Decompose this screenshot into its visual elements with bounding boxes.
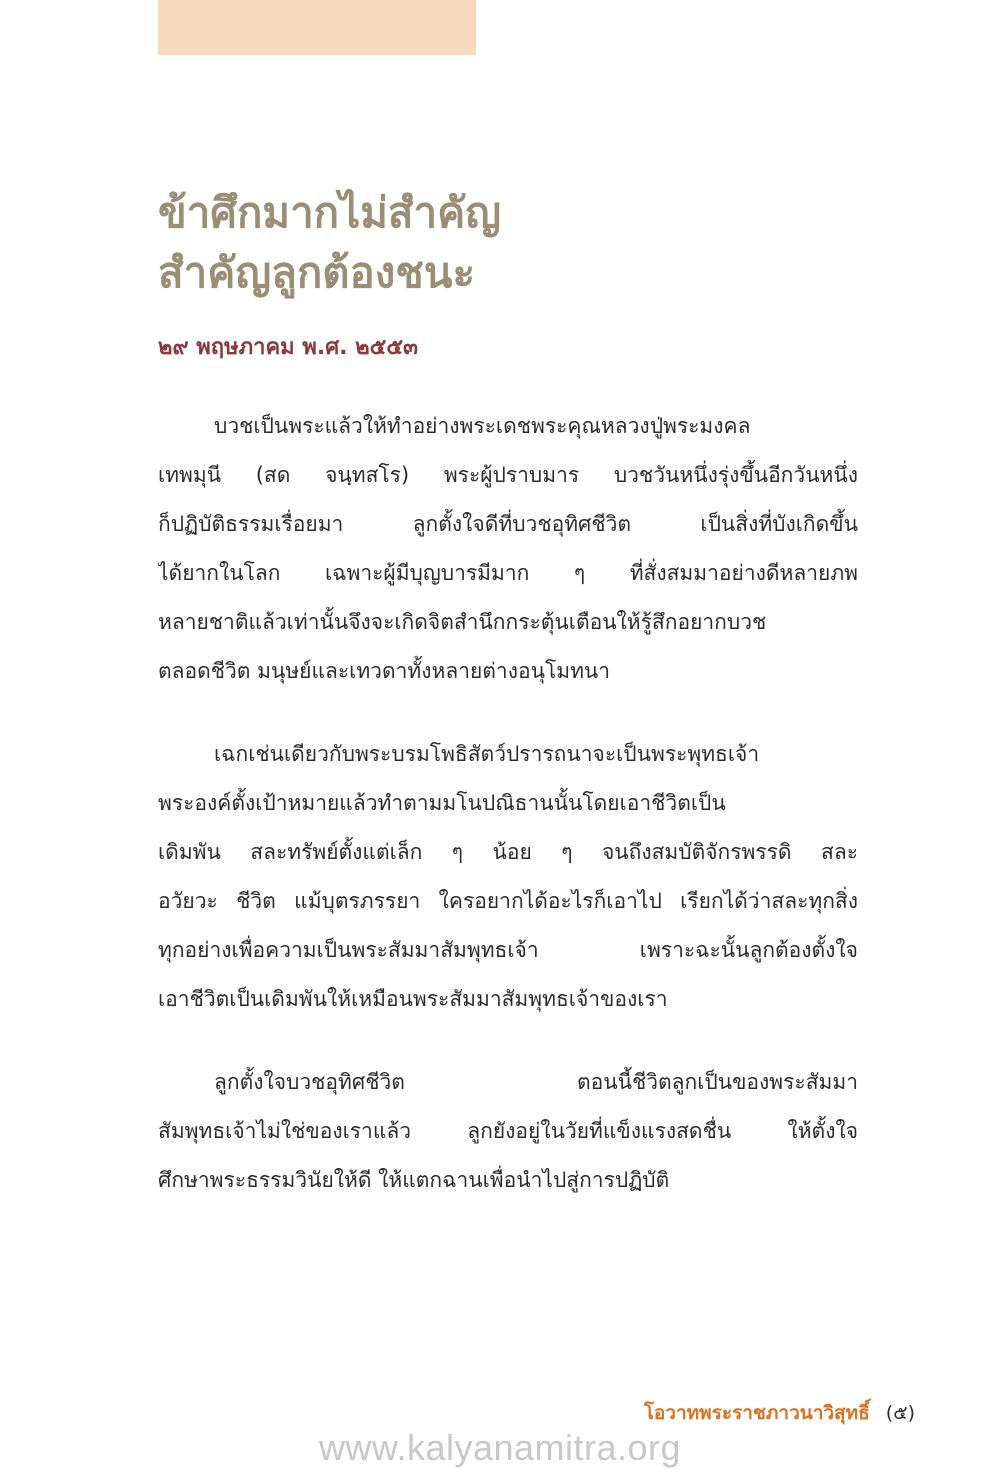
paragraph-line: เทพมุนี (สด จนฺทสโร) พระผู้ปราบมาร บวชวันหนึ่งรุ่งขึ้นอีกวันหนึ่ง [158, 463, 858, 487]
paragraph-line: บวชเป็นพระแล้วให้ทำอย่างพระเดชพระคุณหลวงปู่พระมงคล [214, 414, 751, 438]
body-text [158, 402, 858, 1239]
paragraph-line: หลายชาติแล้วเท่านั้นจึงจะเกิดจิตสำนึกกระตุ้นเตือนให้รู้สึกอยากบวช [158, 610, 767, 634]
paragraph-line: ลูกตั้งใจบวชอุทิศชีวิต ตอนนี้ชีวิตลูกเป็นของพระสัมมา [214, 1070, 858, 1094]
paragraph-2 [158, 730, 858, 1024]
paragraph-line: สัมพุทธเจ้าไม่ใช่ของเราแล้ว ลูกยังอยู่ในวัยที่แข็งแรงสดชื่น ให้ตั้งใจ [158, 1119, 858, 1143]
page-title [158, 183, 858, 303]
paragraph-line: พระองค์ตั้งเป้าหมายแล้วทำตามมโนปณิธานนั้นโดยเอาชีวิตเป็น [158, 791, 726, 815]
paragraph-1 [158, 402, 858, 696]
paragraph-line: ตลอดชีวิต มนุษย์และเทวดาทั้งหลายต่างอนุโมทนา [158, 659, 611, 683]
paragraph-line: อวัยวะ ชีวิต แม้บุตรภรรยา ใครอยากได้อะไรก็เอาไป เรียกได้ว่าสละทุกสิ่ง [158, 889, 858, 913]
title-line-2: สำคัญลูกต้องชนะ [158, 248, 476, 297]
page-number: (๕) [885, 1402, 915, 1424]
title-line-1: ข้าศึกมากไม่สำคัญ [158, 188, 501, 237]
date-heading: ๒๙ พฤษภาคม พ.ศ. ๒๕๕๓ [158, 335, 419, 360]
page-footer [644, 1396, 915, 1430]
watermark-url: www.kalyanamitra.org [318, 1427, 682, 1468]
paragraph-line: ก็ปฏิบัติธรรมเรื่อยมา ลูกตั้งใจดีที่บวชอุทิศชีวิต เป็นสิ่งที่บังเกิดขึ้น [158, 512, 858, 536]
paragraph-line: เฉกเช่นเดียวกับพระบรมโพธิสัตว์ปรารถนาจะเป็นพระพุทธเจ้า [214, 742, 760, 766]
paragraph-line: ศึกษาพระธรรมวินัยให้ดี ให้แตกฉานเพื่อนำไปสู่การปฏิบัติ [158, 1168, 670, 1192]
paragraph-line: ได้ยากในโลก เฉพาะผู้มีบุญบารมีมาก ๆ ที่สั่งสมมาอย่างดีหลายภพ [158, 561, 858, 585]
paragraph-3 [158, 1058, 858, 1205]
paragraph-line: เดิมพัน สละทรัพย์ตั้งแต่เล็ก ๆ น้อย ๆ จนถึงสมบัติจักรพรรดิ สละ [158, 840, 858, 864]
paragraph-line: เอาชีวิตเป็นเดิมพันให้เหมือนพระสัมมาสัมพุทธเจ้าของเรา [158, 987, 668, 1011]
header-color-tab [158, 0, 476, 55]
footer-book-title: โอวาทพระราชภาวนาวิสุทธิ์ [643, 1402, 870, 1424]
paragraph-line: ทุกอย่างเพื่อความเป็นพระสัมมาสัมพุทธเจ้า เพราะฉะนั้นลูกต้องตั้งใจ [158, 938, 858, 962]
